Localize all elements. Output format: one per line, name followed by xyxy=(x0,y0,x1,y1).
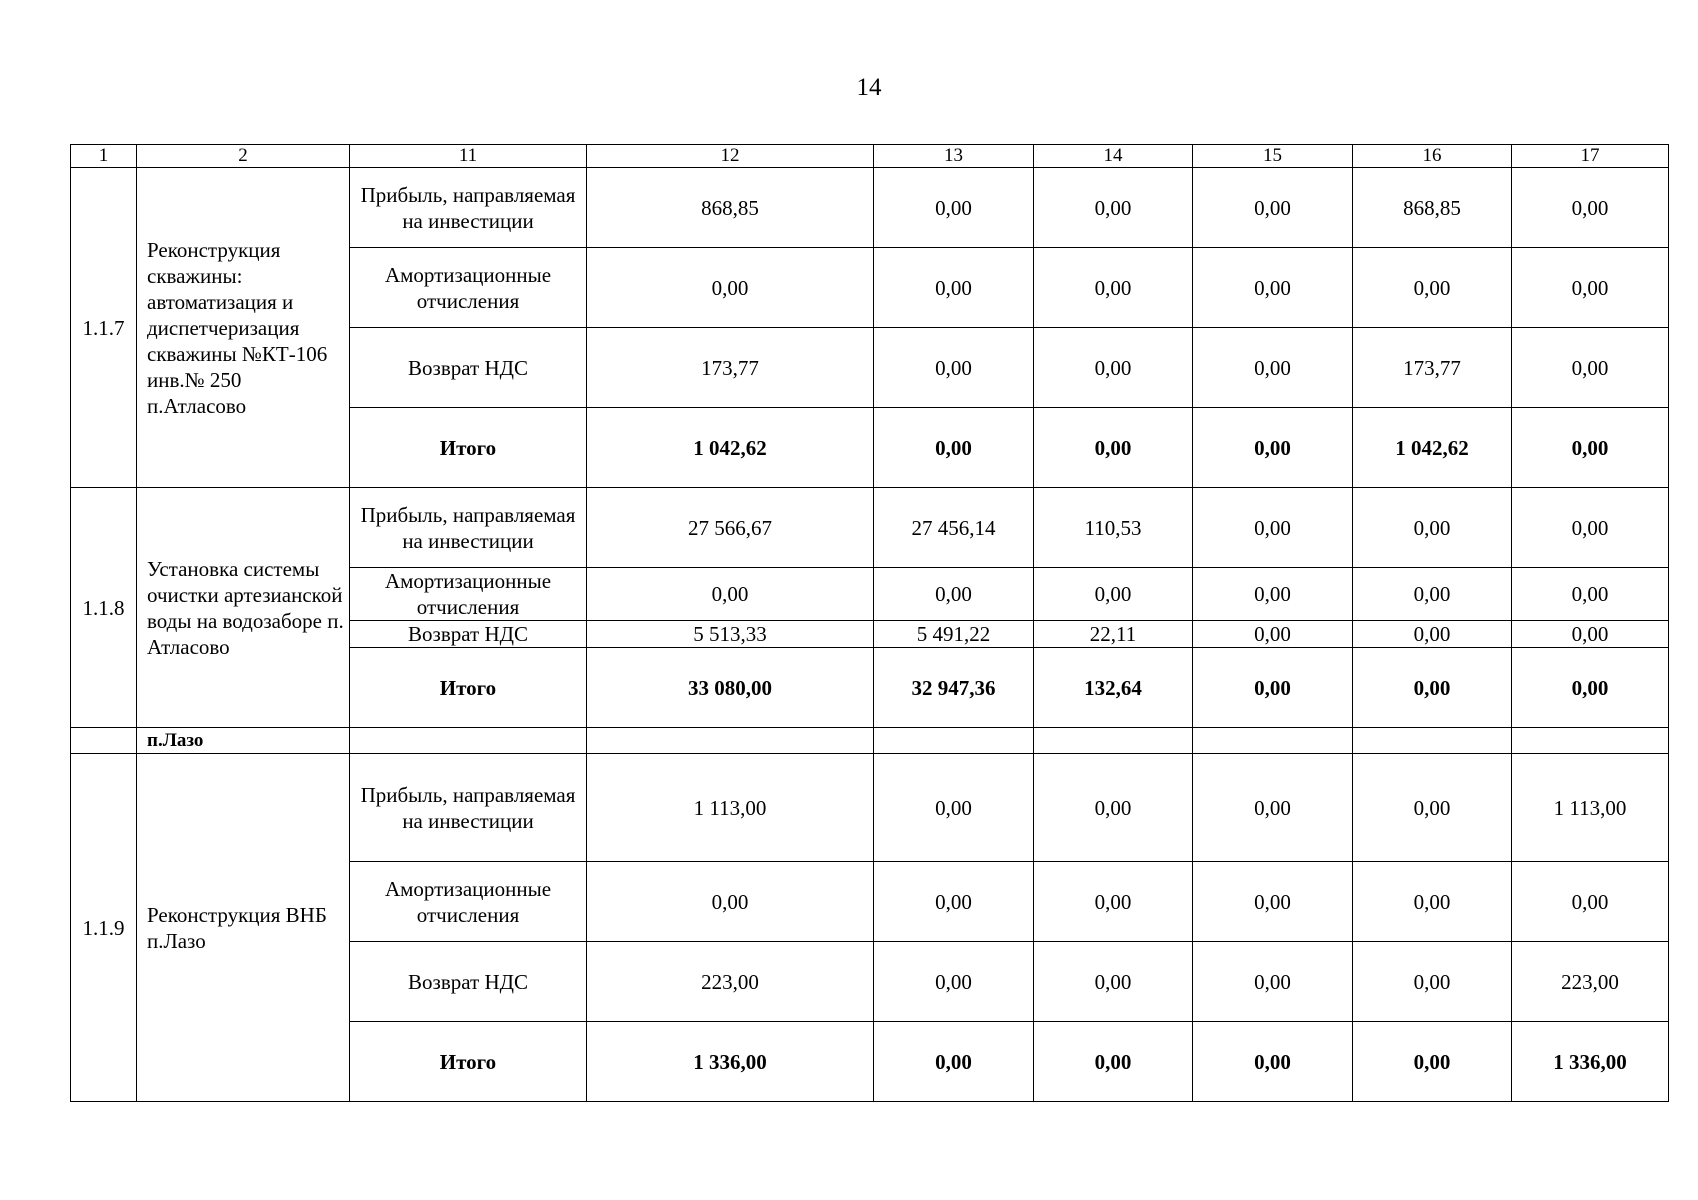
value-cell: 223,00 xyxy=(1512,942,1669,1022)
column-number: 17 xyxy=(1512,145,1669,168)
empty-cell xyxy=(587,728,874,754)
value-cell: 0,00 xyxy=(1353,621,1512,648)
empty-cell xyxy=(350,728,587,754)
value-cell: 0,00 xyxy=(1512,568,1669,621)
value-cell: 0,00 xyxy=(1353,862,1512,942)
item-description: Реконструкция ВНБ п.Лазо xyxy=(137,754,350,1102)
total-value: 0,00 xyxy=(1353,1022,1512,1102)
total-value: 132,64 xyxy=(1034,648,1193,728)
total-value: 0,00 xyxy=(1034,1022,1193,1102)
item-number: 1.1.8 xyxy=(71,488,137,728)
column-number: 16 xyxy=(1353,145,1512,168)
source-label: Возврат НДС xyxy=(350,621,587,648)
value-cell: 0,00 xyxy=(1034,248,1193,328)
total-value: 32 947,36 xyxy=(874,648,1034,728)
value-cell: 868,85 xyxy=(1353,168,1512,248)
column-number: 12 xyxy=(587,145,874,168)
item-number: 1.1.9 xyxy=(71,754,137,1102)
item-description: Реконструкция скважины: автоматизация и диспетчеризация скважины №КТ-106 инв.№ 250 п.Атласово xyxy=(137,168,350,488)
total-value: 0,00 xyxy=(1512,648,1669,728)
empty-cell xyxy=(1512,728,1669,754)
column-number: 1 xyxy=(71,145,137,168)
total-value: 1 042,62 xyxy=(1353,408,1512,488)
source-label: Амортизационные отчисления xyxy=(350,248,587,328)
value-cell: 0,00 xyxy=(587,568,874,621)
total-value: 0,00 xyxy=(874,1022,1034,1102)
total-value: 0,00 xyxy=(1353,648,1512,728)
value-cell: 0,00 xyxy=(1034,168,1193,248)
value-cell: 0,00 xyxy=(874,168,1034,248)
value-cell: 0,00 xyxy=(874,942,1034,1022)
total-label: Итого xyxy=(350,408,587,488)
total-value: 1 336,00 xyxy=(1512,1022,1669,1102)
source-label: Возврат НДС xyxy=(350,328,587,408)
empty-cell xyxy=(1353,728,1512,754)
value-cell: 0,00 xyxy=(1193,488,1353,568)
section-row xyxy=(71,728,1669,754)
page-number: 14 xyxy=(856,74,882,101)
value-cell: 27 456,14 xyxy=(874,488,1034,568)
column-number: 15 xyxy=(1193,145,1353,168)
source-label: Прибыль, направляемая на инвестиции xyxy=(350,168,587,248)
value-cell: 110,53 xyxy=(1034,488,1193,568)
total-value: 0,00 xyxy=(874,408,1034,488)
value-cell: 0,00 xyxy=(1193,168,1353,248)
total-value: 33 080,00 xyxy=(587,648,874,728)
value-cell: 0,00 xyxy=(1193,248,1353,328)
value-cell: 0,00 xyxy=(587,862,874,942)
value-cell: 0,00 xyxy=(1193,754,1353,862)
value-cell: 173,77 xyxy=(587,328,874,408)
value-cell: 0,00 xyxy=(874,248,1034,328)
value-cell: 0,00 xyxy=(1512,328,1669,408)
column-number: 11 xyxy=(350,145,587,168)
section-title: п.Лазо xyxy=(137,728,350,754)
value-cell: 27 566,67 xyxy=(587,488,874,568)
value-cell: 5 513,33 xyxy=(587,621,874,648)
value-cell: 1 113,00 xyxy=(1512,754,1669,862)
source-label: Прибыль, направляемая на инвестиции xyxy=(350,488,587,568)
value-cell: 0,00 xyxy=(1353,488,1512,568)
column-number: 14 xyxy=(1034,145,1193,168)
value-cell: 22,11 xyxy=(1034,621,1193,648)
column-number-row xyxy=(71,145,1669,168)
total-value: 0,00 xyxy=(1193,1022,1353,1102)
empty-cell xyxy=(1034,728,1193,754)
total-value: 0,00 xyxy=(1034,408,1193,488)
total-label: Итого xyxy=(350,648,587,728)
value-cell: 0,00 xyxy=(874,568,1034,621)
value-cell: 0,00 xyxy=(1193,328,1353,408)
total-value: 0,00 xyxy=(1193,408,1353,488)
value-cell: 0,00 xyxy=(1034,754,1193,862)
value-cell: 868,85 xyxy=(587,168,874,248)
value-cell: 0,00 xyxy=(874,862,1034,942)
value-cell: 0,00 xyxy=(874,328,1034,408)
source-label: Амортизационные отчисления xyxy=(350,862,587,942)
value-cell: 0,00 xyxy=(1512,488,1669,568)
value-cell: 0,00 xyxy=(1512,168,1669,248)
total-label: Итого xyxy=(350,1022,587,1102)
value-cell: 173,77 xyxy=(1353,328,1512,408)
value-cell: 0,00 xyxy=(587,248,874,328)
table-row xyxy=(71,168,1669,248)
value-cell: 1 113,00 xyxy=(587,754,874,862)
value-cell: 0,00 xyxy=(1034,568,1193,621)
empty-cell xyxy=(71,728,137,754)
source-label: Прибыль, направляемая на инвестиции xyxy=(350,754,587,862)
empty-cell xyxy=(874,728,1034,754)
investment-table xyxy=(70,144,1669,1102)
value-cell: 0,00 xyxy=(1193,568,1353,621)
value-cell: 0,00 xyxy=(1512,248,1669,328)
total-value: 1 042,62 xyxy=(587,408,874,488)
value-cell: 0,00 xyxy=(1193,862,1353,942)
item-number: 1.1.7 xyxy=(71,168,137,488)
value-cell: 0,00 xyxy=(1034,328,1193,408)
value-cell: 0,00 xyxy=(1353,248,1512,328)
item-description: Установка системы очистки артезианской воды на водозаборе п. Атласово xyxy=(137,488,350,728)
value-cell: 0,00 xyxy=(1034,862,1193,942)
value-cell: 0,00 xyxy=(1034,942,1193,1022)
source-label: Возврат НДС xyxy=(350,942,587,1022)
total-value: 0,00 xyxy=(1193,648,1353,728)
source-label: Амортизационные отчисления xyxy=(350,568,587,621)
column-number: 2 xyxy=(137,145,350,168)
value-cell: 0,00 xyxy=(1512,621,1669,648)
value-cell: 223,00 xyxy=(587,942,874,1022)
value-cell: 0,00 xyxy=(1512,862,1669,942)
table-row xyxy=(71,754,1669,862)
total-value: 0,00 xyxy=(1512,408,1669,488)
empty-cell xyxy=(1193,728,1353,754)
total-value: 1 336,00 xyxy=(587,1022,874,1102)
value-cell: 0,00 xyxy=(1353,754,1512,862)
table-row xyxy=(71,488,1669,568)
value-cell: 0,00 xyxy=(1353,568,1512,621)
column-number: 13 xyxy=(874,145,1034,168)
value-cell: 0,00 xyxy=(1193,942,1353,1022)
value-cell: 0,00 xyxy=(1353,942,1512,1022)
value-cell: 0,00 xyxy=(1193,621,1353,648)
value-cell: 5 491,22 xyxy=(874,621,1034,648)
value-cell: 0,00 xyxy=(874,754,1034,862)
